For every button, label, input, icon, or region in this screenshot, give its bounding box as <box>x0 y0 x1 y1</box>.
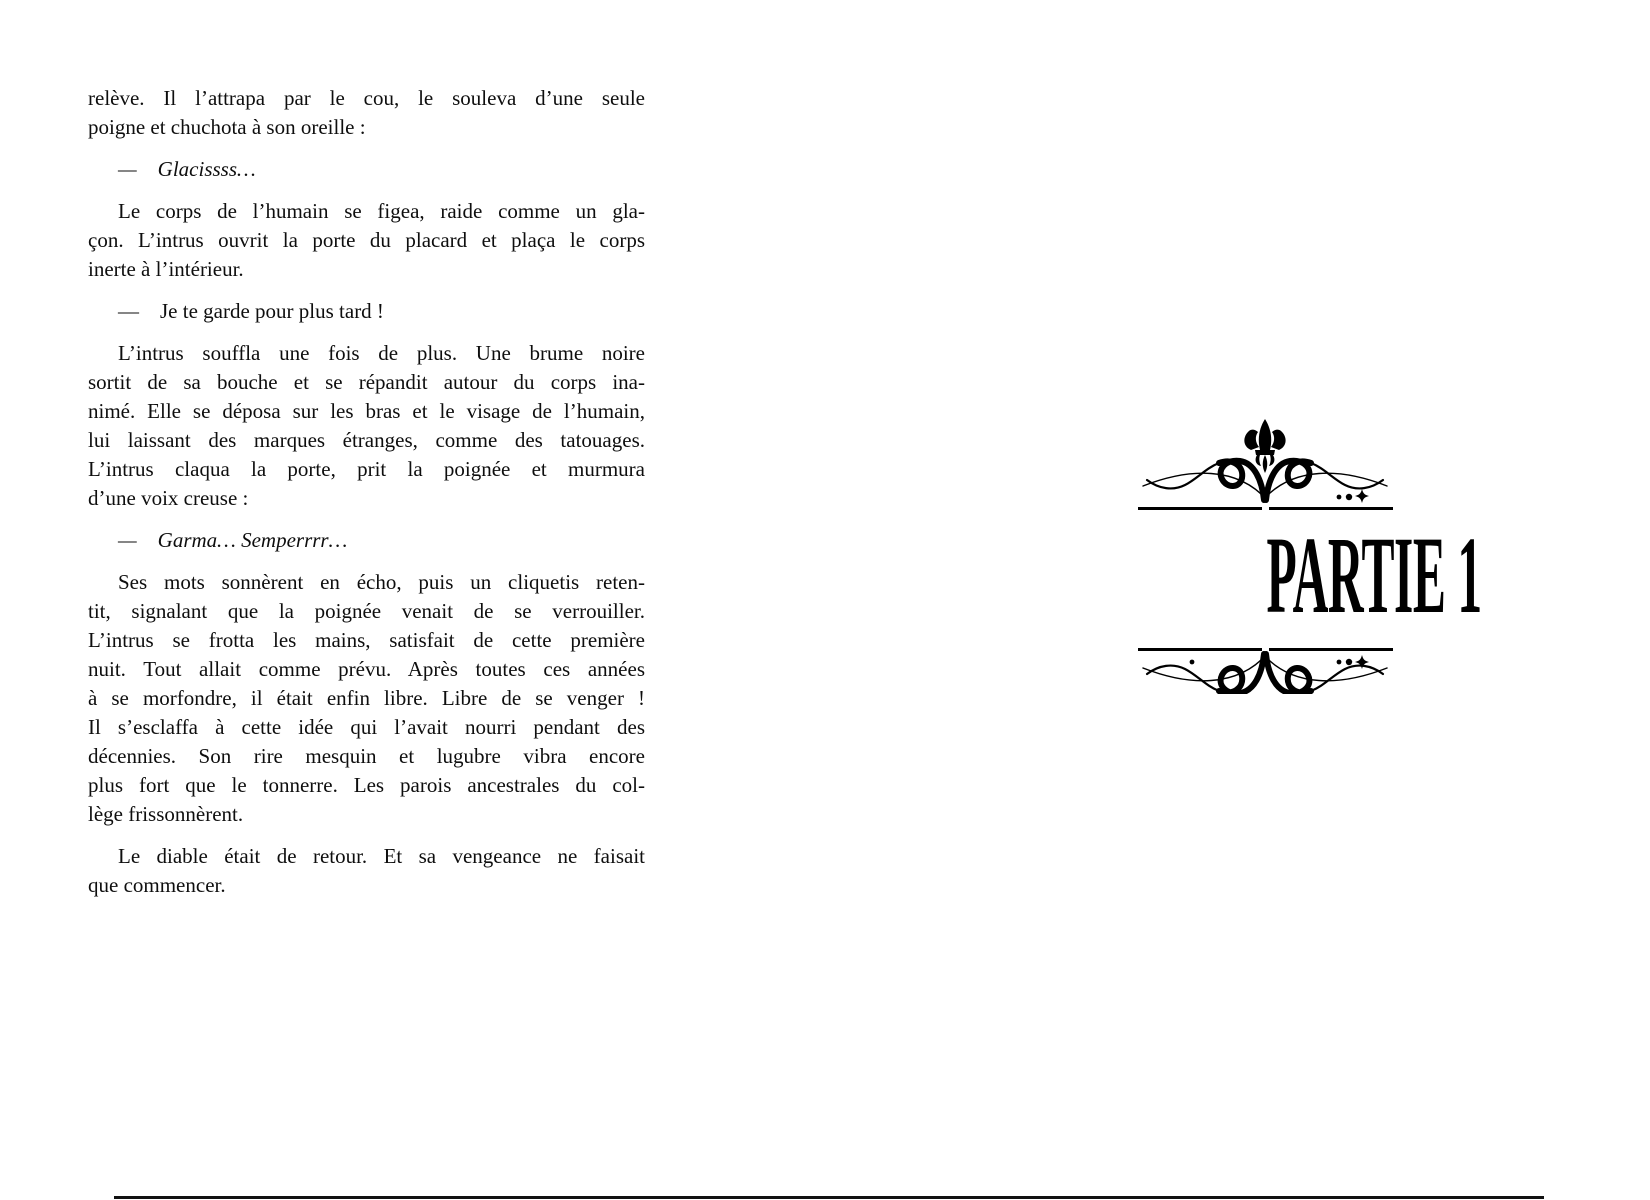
part-title-text: PARTIE 1 <box>1266 514 1482 636</box>
text-line: plus fort que le tonnerre. Les parois ancestrales du col- <box>88 773 645 797</box>
bottom-flourish-ornament <box>1135 650 1395 694</box>
text-line: inerte à l’intérieur. <box>88 257 244 281</box>
text-line: L’intrus se frotta les mains, satisfait de cette première <box>88 628 645 652</box>
text-line: Le diable était de retour. Et sa vengeance ne faisait <box>118 844 645 868</box>
text-line: nuit. Tout allait comme prévu. Après toutes ces années <box>88 657 645 681</box>
top-flourish-dots <box>1337 489 1369 503</box>
text-line: Il s’esclaffa à cette idée qui l’avait nourri pendant des <box>88 715 645 739</box>
text-line: décennies. Son rire mesquin et lugubre vibra encore <box>88 744 645 768</box>
left-page-text <box>88 84 645 900</box>
text-line: relève. Il l’attrapa par le cou, le souleva d’une seule <box>88 86 645 110</box>
text-line: tit, signalant que la poignée venait de se verrouiller. <box>88 599 645 623</box>
page-bottom-edge <box>114 1196 1544 1199</box>
title-rule-top-left <box>1138 507 1262 510</box>
dialogue-paragraph <box>88 526 645 555</box>
body-paragraph <box>88 339 645 513</box>
text-line: à se morfondre, il était enfin libre. Libre de se venger ! <box>88 686 645 710</box>
text-line: Ses mots sonnèrent en écho, puis un cliquetis reten- <box>118 570 645 594</box>
text-line: nimé. Elle se déposa sur les bras et le visage de l’humain, <box>88 399 645 423</box>
text-line: — Garma… Semperrrr… <box>118 528 348 552</box>
text-line: que commencer. <box>88 873 226 897</box>
text-line: lui laissant des marques étranges, comme des tatouages. <box>88 428 645 452</box>
bottom-flourish-dots <box>1190 655 1369 669</box>
text-line: — Je te garde pour plus tard ! <box>118 299 384 323</box>
text-line: L’intrus souffla une fois de plus. Une brume noire <box>118 341 645 365</box>
text-line: lège frissonnèrent. <box>88 802 244 826</box>
text-line: Le corps de l’humain se figea, raide comme un gla- <box>118 199 645 223</box>
text-line: sortit de sa bouche et se répandit autour du corps ina- <box>88 370 645 394</box>
text-line: d’une voix creuse : <box>88 486 249 510</box>
body-paragraph <box>88 84 645 142</box>
text-line: L’intrus claqua la porte, prit la poignée et murmura <box>88 457 645 481</box>
part-title <box>1135 514 1482 636</box>
top-flourish-ornament <box>1135 450 1395 506</box>
body-paragraph <box>88 568 645 829</box>
text-line: çon. L’intrus ouvrit la porte du placard et plaça le corps <box>88 228 645 252</box>
body-paragraph <box>88 197 645 284</box>
dialogue-paragraph <box>88 297 645 326</box>
text-line: poigne et chuchota à son oreille : <box>88 115 366 139</box>
dialogue-paragraph <box>88 155 645 184</box>
body-paragraph <box>88 842 645 900</box>
title-rule-top-right <box>1269 507 1393 510</box>
text-line: — Glacissss… <box>118 157 256 181</box>
